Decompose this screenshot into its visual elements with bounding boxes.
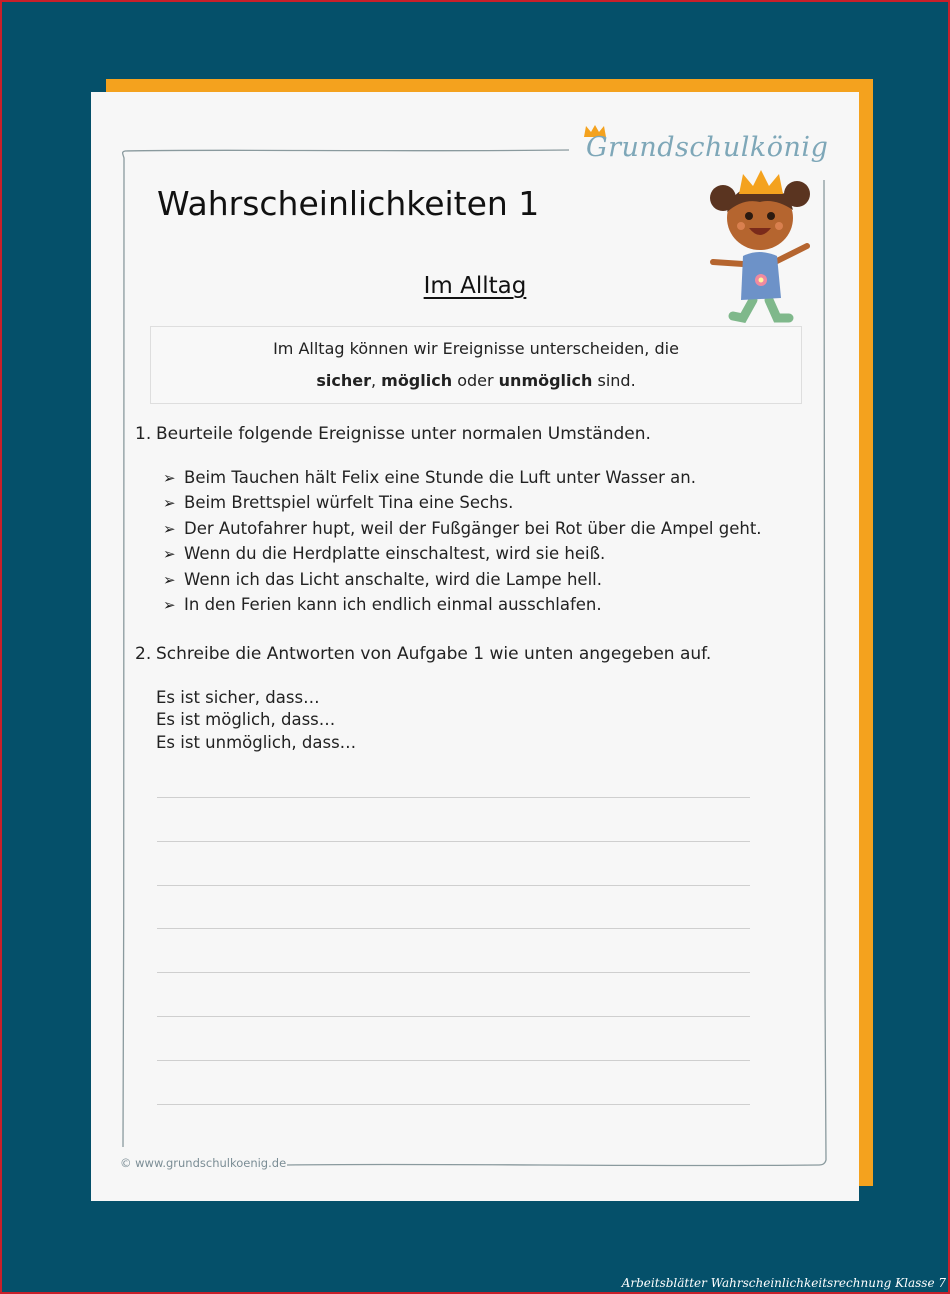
list-item: ➢ Wenn du die Herdplatte einschaltest, wird sie heiß. bbox=[163, 544, 606, 564]
info-word-unmoeglich: unmöglich bbox=[498, 371, 593, 390]
list-item: ➢ Der Autofahrer hupt, weil der Fußgänger bei Rot über die Ampel geht. bbox=[163, 518, 762, 538]
writing-line[interactable] bbox=[157, 797, 750, 841]
event-list bbox=[163, 468, 762, 620]
info-box bbox=[150, 326, 802, 404]
image-caption: Arbeitsblätter Wahrscheinlichkeitsrechnung Klasse 7 bbox=[621, 1276, 946, 1290]
task-2 bbox=[135, 644, 711, 664]
writing-line[interactable] bbox=[157, 841, 750, 885]
list-item: ➢ Beim Tauchen hält Felix eine Stunde die Luft unter Wasser an. bbox=[163, 468, 696, 487]
writing-line[interactable] bbox=[157, 1016, 750, 1060]
list-item: ➢ In den Ferien kann ich endlich einmal ausschlafen. bbox=[163, 594, 602, 614]
writing-lines bbox=[157, 797, 750, 1147]
task-2-number: 2. bbox=[135, 644, 152, 664]
info-line-1: Im Alltag können wir Ereignisse unterscheiden, die bbox=[273, 339, 679, 358]
info-word-sicher: sicher bbox=[316, 371, 371, 390]
worksheet-title: Wahrscheinlichkeiten 1 bbox=[157, 184, 540, 223]
worksheet-subtitle: Im Alltag bbox=[423, 273, 527, 299]
answer-phrases bbox=[156, 688, 356, 755]
task-1-text: Beurteile folgende Ereignisse unter normalen Umständen. bbox=[156, 424, 651, 444]
arrow-bullet-icon: ➢ bbox=[163, 494, 176, 513]
arrow-bullet-icon: ➢ bbox=[163, 595, 176, 614]
writing-line[interactable] bbox=[157, 928, 750, 972]
writing-line[interactable] bbox=[157, 885, 750, 929]
arrow-bullet-icon: ➢ bbox=[163, 469, 176, 487]
girl-illustration bbox=[703, 168, 815, 326]
task-2-text: Schreibe die Antworten von Aufgabe 1 wie unten angegeben auf. bbox=[156, 644, 712, 664]
writing-line[interactable] bbox=[157, 972, 750, 1016]
task-1-number: 1. bbox=[135, 424, 152, 444]
arrow-bullet-icon: ➢ bbox=[163, 519, 176, 538]
phrase-moeglich: Es ist möglich, dass… bbox=[156, 710, 336, 730]
list-item: ➢ Beim Brettspiel würfelt Tina eine Sechs. bbox=[163, 493, 514, 513]
list-item: ➢ Wenn ich das Licht anschalte, wird die Lampe hell. bbox=[163, 569, 602, 589]
arrow-bullet-icon: ➢ bbox=[163, 570, 176, 589]
phrase-sicher: Es ist sicher, dass… bbox=[156, 688, 320, 707]
footer-copyright: © www.grundschulkoenig.de bbox=[120, 1156, 287, 1170]
arrow-bullet-icon: ➢ bbox=[163, 545, 176, 564]
worksheet-page bbox=[91, 92, 859, 1201]
writing-line[interactable] bbox=[157, 1104, 750, 1148]
info-word-moeglich: möglich bbox=[381, 371, 453, 390]
task-1 bbox=[135, 424, 651, 444]
writing-line[interactable] bbox=[157, 1060, 750, 1104]
info-line-2: sicher, möglich oder unmöglich sind. bbox=[316, 371, 636, 390]
phrase-unmoeglich: Es ist unmöglich, dass… bbox=[156, 732, 357, 752]
brand-logo-text: Grundschulkönig bbox=[586, 132, 829, 163]
